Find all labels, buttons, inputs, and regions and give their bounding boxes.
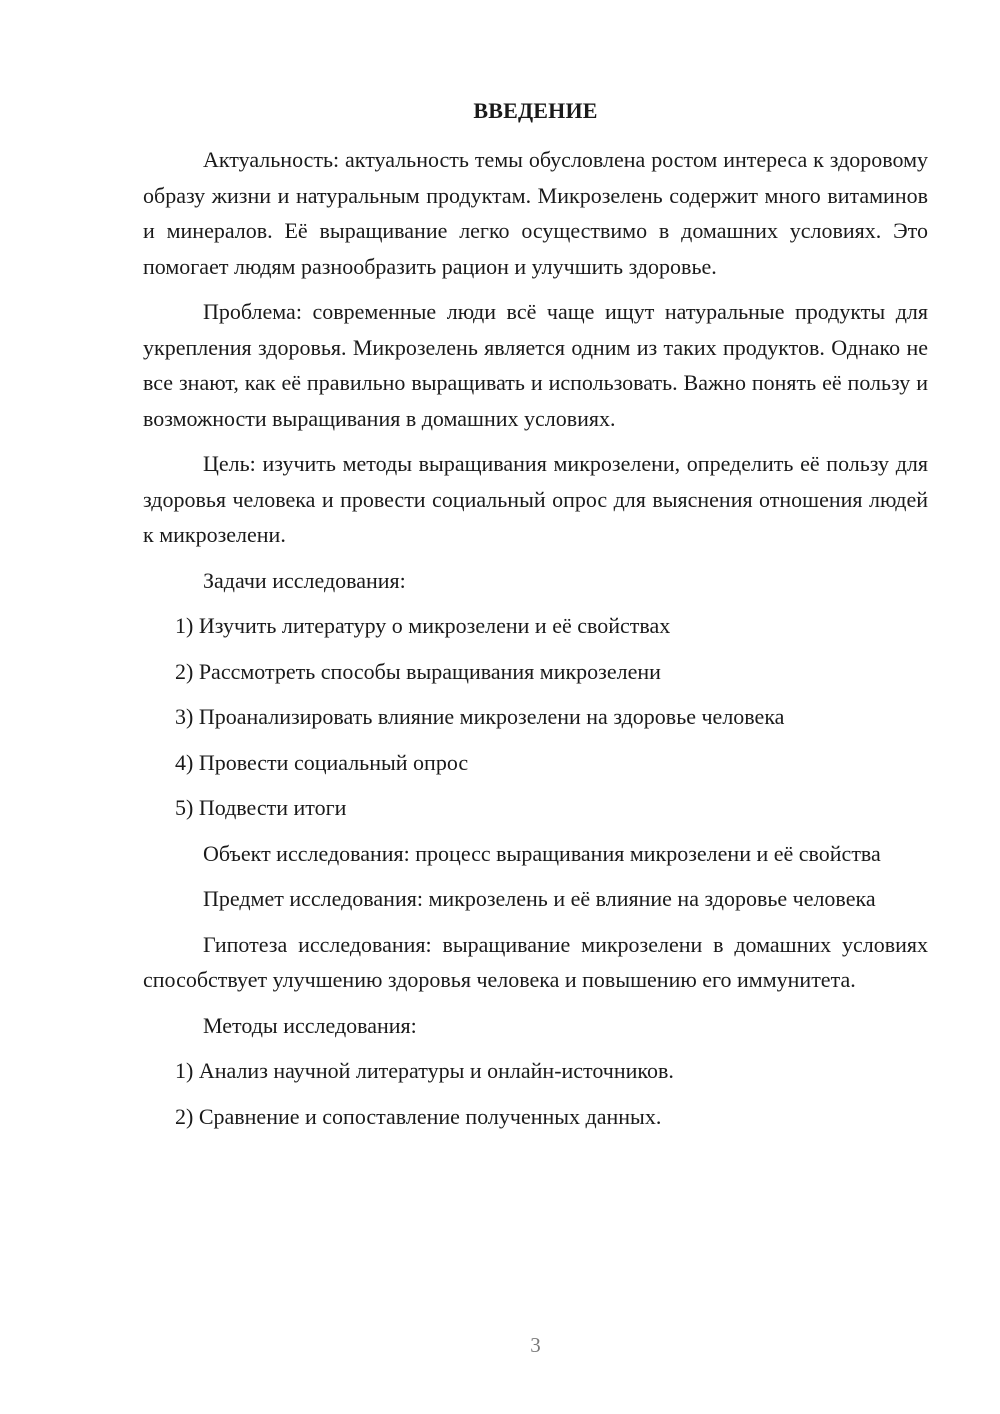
object-paragraph: Объект исследования: процесс выращивания микрозелени и её свойства — [203, 840, 881, 866]
section-body — [143, 142, 928, 1134]
page-number: 3 — [530, 1333, 541, 1357]
subject-paragraph: Предмет исследования: микрозелень и её влияние на здоровье человека — [203, 886, 876, 911]
task-item-2: 2) Рассмотреть способы выращивания микрозелени — [175, 658, 661, 684]
tasks-heading: Задачи исследования: — [203, 567, 406, 593]
task-item-3: 3) Проанализировать влияние микрозелени на здоровье человека — [175, 704, 785, 729]
task-item-4: 4) Провести социальный опрос — [175, 749, 469, 775]
section-title: ВВЕДЕНИЕ — [473, 98, 598, 123]
method-item-1: 1) Анализ научной литературы и онлайн-источников. — [175, 1058, 674, 1083]
task-item-5: 5) Подвести итоги — [175, 795, 347, 820]
goal-paragraph: Цель: изучить методы выращивания микрозелени, определить её пользу для здоровья человека и провести социальный опрос для выяснения отношения людей к микрозелени. — [143, 451, 928, 547]
task-item-1: 1) Изучить литературу о микрозелени и её свойствах — [175, 613, 671, 638]
hypothesis-paragraph: Гипотеза исследования: выращивание микрозелени в домашних условиях способствует улучшению здоровья человека и повышению его иммунитета. — [143, 931, 928, 992]
relevance-paragraph: Актуальность: актуальность темы обусловлена ростом интереса к здоровому образу жизни и натуральным продуктам. Микрозелень содержит много витаминов и минералов. Её выращивание легко осуществимо в домашних условиях. Это помогает людям разнообразить рацион и улучшить здоровье. — [143, 147, 928, 279]
methods-heading: Методы исследования: — [203, 1012, 417, 1038]
method-item-2: 2) Сравнение и сопоставление полученных данных. — [175, 1103, 662, 1129]
document-page — [143, 0, 928, 1414]
problem-paragraph: Проблема: современные люди всё чаще ищут натуральные продукты для укрепления здоровья. Микрозелень является одним из таких продуктов. Однако не все знают, как её правильно выращивать и использовать. Важно понять её пользу и возможности выращивания в домашних условиях. — [143, 299, 928, 431]
